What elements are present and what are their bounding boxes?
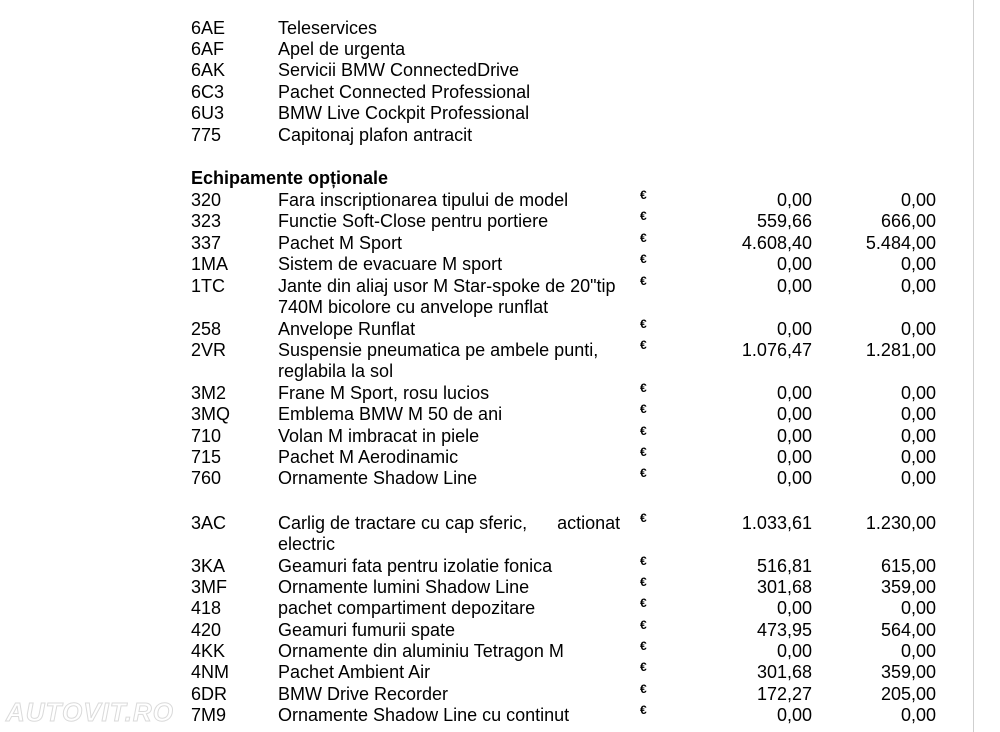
item-code: 3KA [191,556,226,576]
item-code: 420 [191,620,222,640]
item-description: Emblema BMW M 50 de ani [278,404,503,424]
net-price: 4.608,40 [741,233,812,253]
item-code: 3M2 [191,383,227,403]
item-code: 6C3 [191,82,225,102]
item-code: 710 [191,426,222,446]
net-price: 559,66 [756,211,812,231]
item-code: 3MQ [191,404,231,424]
item-description: Fara inscriptionarea tipului de model [278,190,569,210]
euro-sign: € [640,209,647,223]
gross-price: 0,00 [900,426,936,446]
gross-price: 0,00 [900,468,936,488]
euro-sign: € [640,596,647,610]
item-description: Ornamente Shadow Line [278,468,478,488]
euro-sign: € [640,445,647,459]
item-description: Servicii BMW ConnectedDrive [278,60,520,80]
item-code: 1MA [191,254,229,274]
gross-price: 1.230,00 [865,513,936,533]
net-price: 0,00 [776,705,812,725]
euro-sign: € [640,703,647,717]
gross-price: 0,00 [900,598,936,618]
item-code: 6AE [191,18,226,38]
item-description: Capitonaj plafon antracit [278,125,473,145]
gross-price: 0,00 [900,641,936,661]
item-code: 6U3 [191,103,225,123]
gross-price: 5.484,00 [865,233,936,253]
euro-sign: € [640,554,647,568]
item-description: Sistem de evacuare M sport [278,254,503,274]
net-price: 0,00 [776,276,812,296]
item-description: Carlig de tractare cu cap sferic, actionat [278,513,621,533]
euro-sign: € [640,682,647,696]
net-price: 1.076,47 [741,340,812,360]
euro-sign: € [640,381,647,395]
gross-price: 0,00 [900,705,936,725]
euro-sign: € [640,618,647,632]
gross-price: 359,00 [880,577,936,597]
page-edge [973,0,974,732]
net-price: 0,00 [776,426,812,446]
net-price: 301,68 [756,662,812,682]
net-price: 0,00 [776,598,812,618]
item-description: Volan M imbracat in piele [278,426,480,446]
item-code: 4KK [191,641,226,661]
item-description: Teleservices [278,18,378,38]
item-description: Ornamente lumini Shadow Line [278,577,530,597]
net-price: 301,68 [756,577,812,597]
net-price: 172,27 [756,684,812,704]
item-description-line2: 740M bicolore cu anvelope runflat [278,297,549,317]
item-code: 4NM [191,662,230,682]
item-code: 1TC [191,276,226,296]
euro-sign: € [640,231,647,245]
item-code: 6DR [191,684,228,704]
euro-sign: € [640,575,647,589]
gross-price: 205,00 [880,684,936,704]
item-code: 418 [191,598,222,618]
euro-sign: € [640,402,647,416]
gross-price: 359,00 [880,662,936,682]
net-price: 0,00 [776,383,812,403]
euro-sign: € [640,466,647,480]
item-code: 2VR [191,340,227,360]
gross-price: 0,00 [900,447,936,467]
item-description: Suspensie pneumatica pe ambele punti, [278,340,599,360]
item-code: 3MF [191,577,227,597]
gross-price: 0,00 [900,190,936,210]
net-price: 516,81 [756,556,812,576]
gross-price: 0,00 [900,383,936,403]
item-code: 258 [191,319,222,339]
item-description: Geamuri fumurii spate [278,620,456,640]
item-description: Pachet Connected Professional [278,82,531,102]
net-price: 1.033,61 [741,513,812,533]
item-description: BMW Live Cockpit Professional [278,103,530,123]
item-code: 6AF [191,39,225,59]
item-description: Ornamente Shadow Line cu continut [278,705,570,725]
net-price: 0,00 [776,190,812,210]
euro-sign: € [640,338,647,352]
item-description: Pachet M Sport [278,233,403,253]
net-price: 0,00 [776,404,812,424]
net-price: 473,95 [756,620,812,640]
net-price: 0,00 [776,641,812,661]
item-description: Geamuri fata pentru izolatie fonica [278,556,553,576]
item-description: Ornamente din aluminiu Tetragon M [278,641,564,661]
euro-sign: € [640,188,647,202]
item-description: Functie Soft-Close pentru portiere [278,211,549,231]
item-description: pachet compartiment depozitare [278,598,536,618]
item-code: 7M9 [191,705,227,725]
gross-price: 564,00 [880,620,936,640]
gross-price: 666,00 [880,211,936,231]
item-code: 775 [191,125,222,145]
net-price: 0,00 [776,447,812,467]
euro-sign: € [640,424,647,438]
item-description: Jante din aliaj usor M Star-spoke de 20"tip [278,276,616,296]
euro-sign: € [640,274,647,288]
item-description: BMW Drive Recorder [278,684,449,704]
item-code: 715 [191,447,222,467]
item-code: 760 [191,468,222,488]
gross-price: 0,00 [900,404,936,424]
item-description-line2: electric [278,534,336,554]
gross-price: 0,00 [900,319,936,339]
euro-sign: € [640,252,647,266]
item-description: Pachet Ambient Air [278,662,431,682]
item-description: Frane M Sport, rosu lucios [278,383,490,403]
item-code: 323 [191,211,222,231]
gross-price: 0,00 [900,276,936,296]
euro-sign: € [640,511,647,525]
gross-price: 0,00 [900,254,936,274]
net-price: 0,00 [776,254,812,274]
gross-price: 1.281,00 [865,340,936,360]
item-description: Apel de urgenta [278,39,406,59]
item-description: Pachet M Aerodinamic [278,447,459,467]
gross-price: 615,00 [880,556,936,576]
watermark-logo: AUTOVIT.RO [6,697,174,727]
item-code: 3AC [191,513,227,533]
item-description: Anvelope Runflat [278,319,416,339]
item-code: 320 [191,190,222,210]
item-code: 6AK [191,60,226,80]
item-code: 337 [191,233,222,253]
euro-sign: € [640,660,647,674]
section-heading: Echipamente opționale [191,168,389,188]
net-price: 0,00 [776,468,812,488]
euro-sign: € [640,317,647,331]
euro-sign: € [640,639,647,653]
net-price: 0,00 [776,319,812,339]
item-description-line2: reglabila la sol [278,361,394,381]
